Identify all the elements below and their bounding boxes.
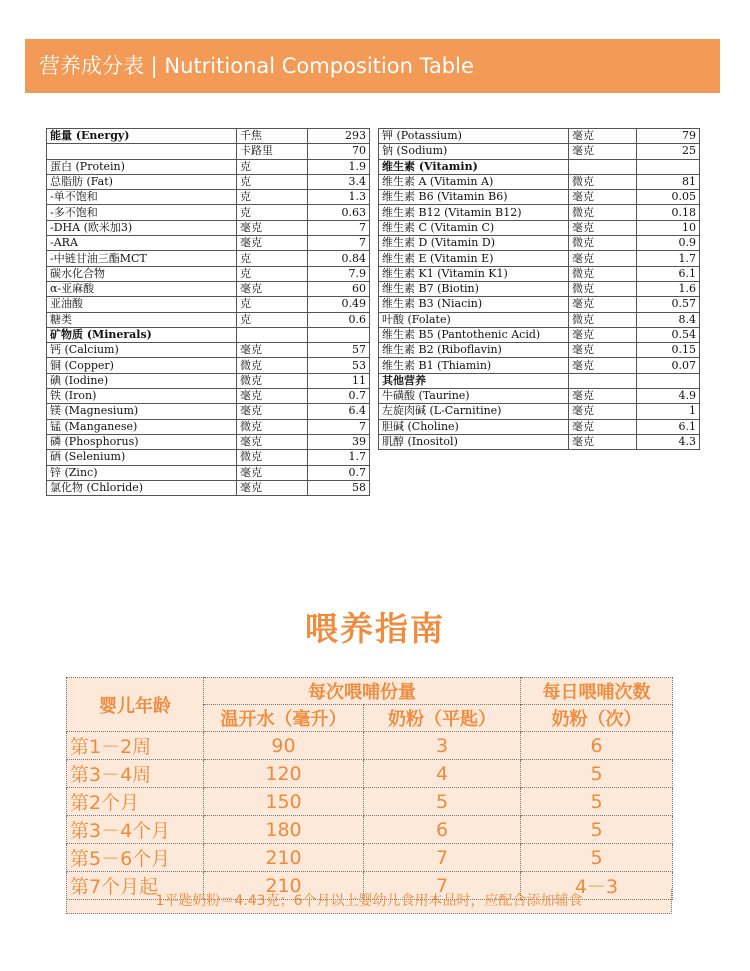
subheader-water: 温开水（毫升） bbox=[204, 705, 364, 732]
nutrient-value: 0.57 bbox=[637, 297, 700, 312]
nutrient-row bbox=[379, 358, 700, 373]
nutrient-value: 58 bbox=[308, 480, 370, 495]
nutrient-unit: 微克 bbox=[237, 419, 308, 434]
nutrient-name: 维生素 B3 (Niacin) bbox=[379, 297, 569, 312]
nutrient-name: 维生素 B2 (Riboflavin) bbox=[379, 343, 569, 358]
nutrient-row bbox=[47, 343, 370, 358]
nutrient-row bbox=[379, 281, 700, 296]
nutrient-value: 0.18 bbox=[637, 205, 700, 220]
nutrient-name: 矿物质 (Minerals) bbox=[47, 327, 237, 342]
nutrient-unit: 克 bbox=[237, 312, 308, 327]
nutrient-unit: 毫克 bbox=[569, 419, 637, 434]
feeding-powder: 6 bbox=[364, 816, 521, 844]
nutrient-value: 1.7 bbox=[308, 450, 370, 465]
feeding-powder: 3 bbox=[364, 732, 521, 760]
nutrient-value: 0.63 bbox=[308, 205, 370, 220]
nutrient-name: 磷 (Phosphorus) bbox=[47, 434, 237, 449]
nutrient-row bbox=[47, 236, 370, 251]
nutrition-table-right bbox=[378, 128, 700, 450]
nutrient-value: 7 bbox=[308, 220, 370, 235]
nutrient-unit: 毫克 bbox=[237, 281, 308, 296]
feeding-age: 第2个月 bbox=[67, 788, 204, 816]
feeding-row bbox=[67, 816, 673, 844]
feeding-times: 5 bbox=[521, 788, 673, 816]
nutrient-unit: 微克 bbox=[569, 205, 637, 220]
nutrient-row bbox=[47, 281, 370, 296]
nutrient-value: 7.9 bbox=[308, 266, 370, 281]
nutrient-row bbox=[47, 373, 370, 388]
header-per-feed: 每次喂哺份量 bbox=[204, 678, 521, 705]
nutrient-row bbox=[47, 144, 370, 159]
nutrient-row bbox=[47, 159, 370, 174]
nutrient-unit: 毫克 bbox=[569, 358, 637, 373]
feeding-age: 第5－6个月 bbox=[67, 844, 204, 872]
nutrient-name: 锰 (Manganese) bbox=[47, 419, 237, 434]
feeding-age: 第3－4周 bbox=[67, 760, 204, 788]
banner-title: 营养成分表 | Nutritional Composition Table bbox=[39, 54, 474, 78]
nutrient-name: -ARA bbox=[47, 236, 237, 251]
nutrient-unit: 微克 bbox=[569, 312, 637, 327]
nutrient-row bbox=[47, 266, 370, 281]
nutrient-name: -单不饱和 bbox=[47, 190, 237, 205]
nutrient-row bbox=[47, 174, 370, 189]
nutrient-value: 1.3 bbox=[308, 190, 370, 205]
nutrient-row bbox=[47, 312, 370, 327]
nutrient-unit: 毫克 bbox=[569, 297, 637, 312]
nutrient-unit bbox=[569, 373, 637, 388]
nutrient-value: 0.7 bbox=[308, 465, 370, 480]
nutrient-name: 钙 (Calcium) bbox=[47, 343, 237, 358]
nutrient-unit: 毫克 bbox=[569, 389, 637, 404]
nutrient-unit: 微克 bbox=[569, 266, 637, 281]
feeding-times: 5 bbox=[521, 760, 673, 788]
nutrient-name: 维生素 K1 (Vitamin K1) bbox=[379, 266, 569, 281]
nutrient-value: 4.9 bbox=[637, 389, 700, 404]
nutrient-value: 70 bbox=[308, 144, 370, 159]
feeding-times: 5 bbox=[521, 816, 673, 844]
nutrient-value: 0.9 bbox=[637, 236, 700, 251]
nutrient-name: 胆碱 (Choline) bbox=[379, 419, 569, 434]
page-banner bbox=[25, 39, 720, 93]
nutrient-name: 锌 (Zinc) bbox=[47, 465, 237, 480]
nutrient-value: 53 bbox=[308, 358, 370, 373]
nutrient-value: 10 bbox=[637, 220, 700, 235]
nutrient-row bbox=[47, 297, 370, 312]
nutrient-unit: 千焦 bbox=[237, 129, 308, 144]
nutrient-unit: 毫克 bbox=[569, 251, 637, 266]
nutrient-row bbox=[379, 327, 700, 342]
nutrient-name: 维生素 C (Vitamin C) bbox=[379, 220, 569, 235]
nutrient-name: 铜 (Copper) bbox=[47, 358, 237, 373]
nutrient-name bbox=[47, 144, 237, 159]
nutrient-unit: 毫克 bbox=[569, 190, 637, 205]
nutrient-value: 8.4 bbox=[637, 312, 700, 327]
feeding-row bbox=[67, 732, 673, 760]
nutrient-row bbox=[47, 450, 370, 465]
nutrient-unit: 毫克 bbox=[237, 404, 308, 419]
nutrient-unit: 微克 bbox=[569, 236, 637, 251]
nutrient-value: 0.84 bbox=[308, 251, 370, 266]
nutrient-unit: 克 bbox=[237, 205, 308, 220]
nutrient-unit: 微克 bbox=[569, 174, 637, 189]
nutrient-row bbox=[379, 251, 700, 266]
nutrient-name: 亚油酸 bbox=[47, 297, 237, 312]
nutrient-unit: 毫克 bbox=[237, 236, 308, 251]
nutrient-value: 0.05 bbox=[637, 190, 700, 205]
nutrient-name: 钾 (Potassium) bbox=[379, 129, 569, 144]
nutrient-name: 碘 (Iodine) bbox=[47, 373, 237, 388]
nutrient-value: 6.1 bbox=[637, 419, 700, 434]
feeding-water: 180 bbox=[204, 816, 364, 844]
feeding-water: 150 bbox=[204, 788, 364, 816]
nutrient-row bbox=[379, 236, 700, 251]
feeding-guide-title: 喂养指南 bbox=[305, 609, 445, 648]
nutrient-value: 7 bbox=[308, 236, 370, 251]
nutrient-row bbox=[47, 465, 370, 480]
nutrient-name: 牛磺酸 (Taurine) bbox=[379, 389, 569, 404]
nutrient-unit: 克 bbox=[237, 297, 308, 312]
nutrient-unit bbox=[237, 327, 308, 342]
feeding-row bbox=[67, 760, 673, 788]
nutrient-unit: 毫克 bbox=[569, 434, 637, 449]
nutrient-name: 左旋肉碱 (L-Carnitine) bbox=[379, 404, 569, 419]
nutrient-value: 293 bbox=[308, 129, 370, 144]
nutrient-name: 钠 (Sodium) bbox=[379, 144, 569, 159]
nutrient-row bbox=[47, 327, 370, 342]
nutrient-name: 维生素 E (Vitamin E) bbox=[379, 251, 569, 266]
subheader-powder: 奶粉（平匙） bbox=[364, 705, 521, 732]
nutrient-row bbox=[47, 404, 370, 419]
nutrient-row bbox=[47, 129, 370, 144]
nutrient-value: 39 bbox=[308, 434, 370, 449]
nutrition-table-left bbox=[46, 128, 370, 496]
feeding-row bbox=[67, 844, 673, 872]
nutrient-name: 铁 (Iron) bbox=[47, 389, 237, 404]
nutrient-unit: 毫克 bbox=[569, 343, 637, 358]
header-daily: 每日喂哺次数 bbox=[521, 678, 673, 705]
nutrient-row bbox=[47, 389, 370, 404]
subheader-daily: 奶粉（次） bbox=[521, 705, 673, 732]
feeding-water: 120 bbox=[204, 760, 364, 788]
nutrient-value: 81 bbox=[637, 174, 700, 189]
feeding-powder: 7 bbox=[364, 844, 521, 872]
nutrient-row bbox=[47, 190, 370, 205]
nutrient-row bbox=[47, 251, 370, 266]
feeding-times: 6 bbox=[521, 732, 673, 760]
nutrient-unit: 毫克 bbox=[569, 129, 637, 144]
nutrient-unit: 毫克 bbox=[237, 389, 308, 404]
nutrient-unit: 克 bbox=[237, 266, 308, 281]
nutrient-value: 4.3 bbox=[637, 434, 700, 449]
nutrient-row bbox=[47, 220, 370, 235]
nutrient-unit: 毫克 bbox=[237, 434, 308, 449]
nutrient-value bbox=[308, 327, 370, 342]
feeding-age: 第3－4个月 bbox=[67, 816, 204, 844]
nutrient-row bbox=[379, 129, 700, 144]
nutrient-value: 7 bbox=[308, 419, 370, 434]
nutrient-name: 叶酸 (Folate) bbox=[379, 312, 569, 327]
nutrient-name: 蛋白 (Protein) bbox=[47, 159, 237, 174]
nutrient-row bbox=[47, 434, 370, 449]
feeding-powder: 7 bbox=[364, 872, 521, 900]
nutrient-name: 硒 (Selenium) bbox=[47, 450, 237, 465]
nutrient-row bbox=[379, 266, 700, 281]
header-age: 婴儿年龄 bbox=[67, 678, 204, 732]
nutrient-row bbox=[47, 358, 370, 373]
nutrient-value: 1.9 bbox=[308, 159, 370, 174]
nutrient-name: 维生素 B7 (Biotin) bbox=[379, 281, 569, 296]
nutrient-value: 1 bbox=[637, 404, 700, 419]
nutrient-row bbox=[379, 205, 700, 220]
nutrient-unit: 毫克 bbox=[237, 480, 308, 495]
nutrient-value: 0.7 bbox=[308, 389, 370, 404]
nutrient-value: 0.54 bbox=[637, 327, 700, 342]
nutrient-name: 维生素 B5 (Pantothenic Acid) bbox=[379, 327, 569, 342]
nutrient-row bbox=[379, 419, 700, 434]
nutrient-unit: 微克 bbox=[237, 373, 308, 388]
nutrient-row bbox=[379, 343, 700, 358]
nutrient-value: 0.15 bbox=[637, 343, 700, 358]
nutrient-unit: 微克 bbox=[237, 450, 308, 465]
nutrient-row bbox=[47, 205, 370, 220]
nutrient-unit: 毫克 bbox=[237, 465, 308, 480]
feeding-powder: 4 bbox=[364, 760, 521, 788]
nutrient-row bbox=[379, 190, 700, 205]
feeding-guide-table bbox=[66, 677, 673, 900]
nutrient-unit: 毫克 bbox=[237, 343, 308, 358]
nutrient-unit: 毫克 bbox=[569, 144, 637, 159]
nutrient-name: 维生素 D (Vitamin D) bbox=[379, 236, 569, 251]
nutrient-row bbox=[379, 220, 700, 235]
feeding-water: 210 bbox=[204, 872, 364, 900]
nutrient-value: 60 bbox=[308, 281, 370, 296]
feeding-age: 第1－2周 bbox=[67, 732, 204, 760]
nutrient-name: 能量 (Energy) bbox=[47, 129, 237, 144]
nutrient-unit: 毫克 bbox=[237, 220, 308, 235]
nutrient-row bbox=[379, 159, 700, 174]
nutrient-row bbox=[47, 480, 370, 495]
nutrient-value bbox=[637, 373, 700, 388]
nutrient-name: 维生素 (Vitamin) bbox=[379, 159, 569, 174]
nutrient-unit: 克 bbox=[237, 251, 308, 266]
nutrient-unit: 毫克 bbox=[569, 404, 637, 419]
feeding-row bbox=[67, 788, 673, 816]
nutrient-unit: 卡路里 bbox=[237, 144, 308, 159]
nutrient-name: 糖类 bbox=[47, 312, 237, 327]
nutrient-row bbox=[379, 434, 700, 449]
nutrient-row bbox=[379, 297, 700, 312]
feeding-water: 90 bbox=[204, 732, 364, 760]
feeding-powder: 5 bbox=[364, 788, 521, 816]
feeding-water: 210 bbox=[204, 844, 364, 872]
nutrient-row bbox=[379, 389, 700, 404]
nutrient-value: 79 bbox=[637, 129, 700, 144]
feeding-times: 5 bbox=[521, 844, 673, 872]
nutrient-unit: 克 bbox=[237, 174, 308, 189]
feeding-age: 第7个月起 bbox=[67, 872, 204, 900]
nutrient-row bbox=[47, 419, 370, 434]
nutrient-name: 维生素 B1 (Thiamin) bbox=[379, 358, 569, 373]
nutrient-name: 氯化物 (Chloride) bbox=[47, 480, 237, 495]
nutrient-name: -DHA (欧米加3) bbox=[47, 220, 237, 235]
nutrient-unit: 微克 bbox=[569, 281, 637, 296]
nutrient-name: 维生素 A (Vitamin A) bbox=[379, 174, 569, 189]
feeding-guide bbox=[66, 677, 672, 914]
nutrient-value: 0.49 bbox=[308, 297, 370, 312]
nutrient-name: -多不饱和 bbox=[47, 205, 237, 220]
nutrient-name: -中链甘油三酯MCT bbox=[47, 251, 237, 266]
nutrient-name: 维生素 B6 (Vitamin B6) bbox=[379, 190, 569, 205]
nutrient-row bbox=[379, 404, 700, 419]
nutrient-name: 维生素 B12 (Vitamin B12) bbox=[379, 205, 569, 220]
nutrient-value: 25 bbox=[637, 144, 700, 159]
nutrient-unit: 克 bbox=[237, 159, 308, 174]
nutrient-name: 总脂肪 (Fat) bbox=[47, 174, 237, 189]
nutrient-value: 6.1 bbox=[637, 266, 700, 281]
nutrient-value: 0.07 bbox=[637, 358, 700, 373]
nutrient-name: 肌醇 (Inositol) bbox=[379, 434, 569, 449]
nutrient-value: 6.4 bbox=[308, 404, 370, 419]
nutrient-name: 碳水化合物 bbox=[47, 266, 237, 281]
nutrient-value: 57 bbox=[308, 343, 370, 358]
nutrient-unit: 毫克 bbox=[569, 220, 637, 235]
nutrient-unit bbox=[569, 159, 637, 174]
nutrient-row bbox=[379, 373, 700, 388]
nutrient-value: 3.4 bbox=[308, 174, 370, 189]
feeding-footnote: 1平匙奶粉＝4.43克；6个月以上婴幼儿食用本品时，应配合添加辅食 bbox=[66, 889, 672, 914]
nutrient-value: 0.6 bbox=[308, 312, 370, 327]
feeding-times: 4－3 bbox=[521, 872, 673, 900]
nutrient-name: 其他营养 bbox=[379, 373, 569, 388]
nutrient-row bbox=[379, 144, 700, 159]
nutrient-value: 11 bbox=[308, 373, 370, 388]
nutrient-value bbox=[637, 159, 700, 174]
nutrient-row bbox=[379, 312, 700, 327]
nutrient-value: 1.7 bbox=[637, 251, 700, 266]
nutrient-row bbox=[379, 174, 700, 189]
nutrient-unit: 毫克 bbox=[569, 327, 637, 342]
nutrient-value: 1.6 bbox=[637, 281, 700, 296]
nutrient-name: 镁 (Magnesium) bbox=[47, 404, 237, 419]
nutrient-name: α-亚麻酸 bbox=[47, 281, 237, 296]
nutrient-unit: 微克 bbox=[237, 358, 308, 373]
nutrient-unit: 克 bbox=[237, 190, 308, 205]
